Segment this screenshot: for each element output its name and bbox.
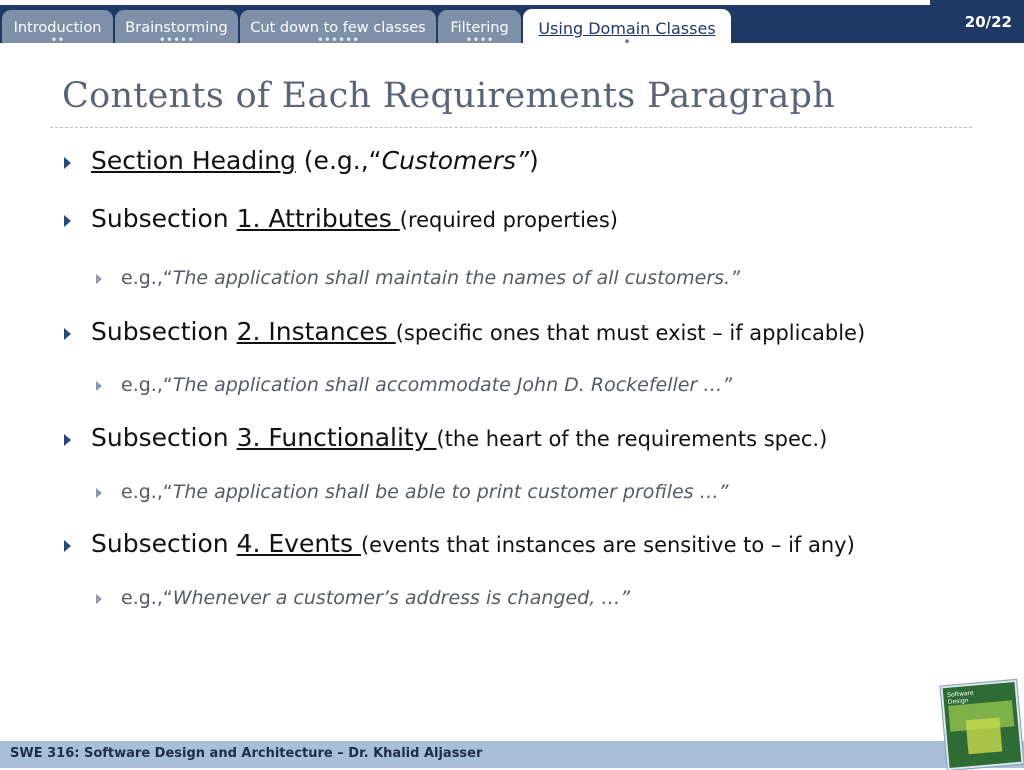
- footer-bar: [0, 741, 1024, 768]
- tab-label: Filtering: [450, 20, 509, 36]
- tab-progress-dots: ••: [50, 33, 65, 47]
- bullet-description: (events that instances are sensitive to – if any): [360, 533, 855, 557]
- bullet-text-end: ): [529, 146, 539, 175]
- bullet-text: (e.g.,“: [295, 146, 382, 175]
- tab-progress-dots: •••••: [158, 33, 195, 47]
- slide-number: 20/22: [964, 13, 1012, 31]
- title-divider: [50, 127, 972, 128]
- sub-bullet-example: The application shall maintain the names of all customers.”: [172, 267, 740, 289]
- sub-bullet-example: Whenever a customer’s address is changed, …”: [172, 587, 631, 609]
- sub-bullet-arrow-icon: [96, 274, 102, 284]
- bullet-prefix: Subsection: [91, 423, 237, 452]
- bullet-subsection-instances: [91, 317, 865, 346]
- bullet-arrow-icon: [64, 157, 71, 169]
- tab-label: Cut down to few classes: [250, 20, 426, 36]
- sub-bullet-events-example: [121, 587, 630, 609]
- functionality-link[interactable]: 3. Functionality: [236, 423, 437, 452]
- bullet-example: Customers”: [381, 146, 530, 175]
- bullet-subsection-functionality: [91, 423, 827, 452]
- top-accent-line: [0, 0, 930, 5]
- tab-progress-dots: ••••••: [316, 33, 360, 47]
- top-navigation-bar: [0, 0, 1024, 49]
- events-link[interactable]: 4. Events: [236, 529, 361, 558]
- bullet-arrow-icon: [64, 434, 71, 446]
- sub-bullet-arrow-icon: [96, 488, 102, 498]
- tab-filtering[interactable]: [438, 10, 521, 47]
- sub-bullet-attributes-example: [121, 267, 740, 289]
- bullet-prefix: Subsection: [91, 204, 237, 233]
- sub-bullet-prefix: e.g.,“: [121, 481, 173, 503]
- bullet-description: (the heart of the requirements spec.): [436, 427, 828, 451]
- bullet-prefix: Subsection: [91, 529, 237, 558]
- bullet-arrow-icon: [64, 215, 71, 227]
- tab-label: Introduction: [13, 20, 102, 36]
- tab-cut-down-to-few-classes[interactable]: [240, 10, 436, 47]
- bullet-arrow-icon: [64, 328, 71, 340]
- sub-bullet-example: The application shall be able to print customer profiles …”: [172, 481, 729, 503]
- tab-brainstorming[interactable]: [115, 10, 238, 47]
- sub-bullet-instances-example: [121, 374, 732, 396]
- bullet-prefix: Subsection: [91, 317, 237, 346]
- bullet-description: (specific ones that must exist – if applicable): [395, 321, 866, 345]
- bullet-subsection-attributes: [91, 204, 618, 233]
- sub-bullet-arrow-icon: [96, 594, 102, 604]
- bullet-section-heading: [91, 146, 539, 175]
- sub-bullet-example: The application shall accommodate John D. Rockefeller …”: [172, 374, 733, 396]
- book-cover-image: [940, 680, 1023, 770]
- tab-introduction[interactable]: [2, 10, 113, 47]
- bullet-arrow-icon: [64, 540, 71, 552]
- sub-bullet-prefix: e.g.,“: [121, 587, 173, 609]
- footer-course-title: SWE 316: Software Design and Architecture – Dr. Khalid Aljasser: [10, 746, 483, 761]
- tab-progress-dots: •: [623, 35, 631, 49]
- tab-using-domain-classes[interactable]: [523, 9, 731, 49]
- instances-link[interactable]: 2. Instances: [236, 317, 396, 346]
- tab-progress-dots: ••••: [465, 33, 494, 47]
- tab-label: Using Domain Classes: [538, 19, 716, 38]
- sub-bullet-functionality-example: [121, 481, 728, 503]
- bullet-description: (required properties): [399, 208, 618, 232]
- slide-title: Contents of Each Requirements Paragraph: [62, 76, 836, 116]
- attributes-link[interactable]: 1. Attributes: [236, 204, 400, 233]
- book-cover-graphic: [966, 717, 1003, 754]
- sub-bullet-prefix: e.g.,“: [121, 374, 173, 396]
- sub-bullet-arrow-icon: [96, 381, 102, 391]
- sub-bullet-prefix: e.g.,“: [121, 267, 173, 289]
- tab-label: Brainstorming: [125, 20, 228, 36]
- bullet-subsection-events: [91, 529, 855, 558]
- book-cover-title: Software Design: [946, 689, 974, 706]
- section-heading-link[interactable]: Section Heading: [91, 146, 296, 175]
